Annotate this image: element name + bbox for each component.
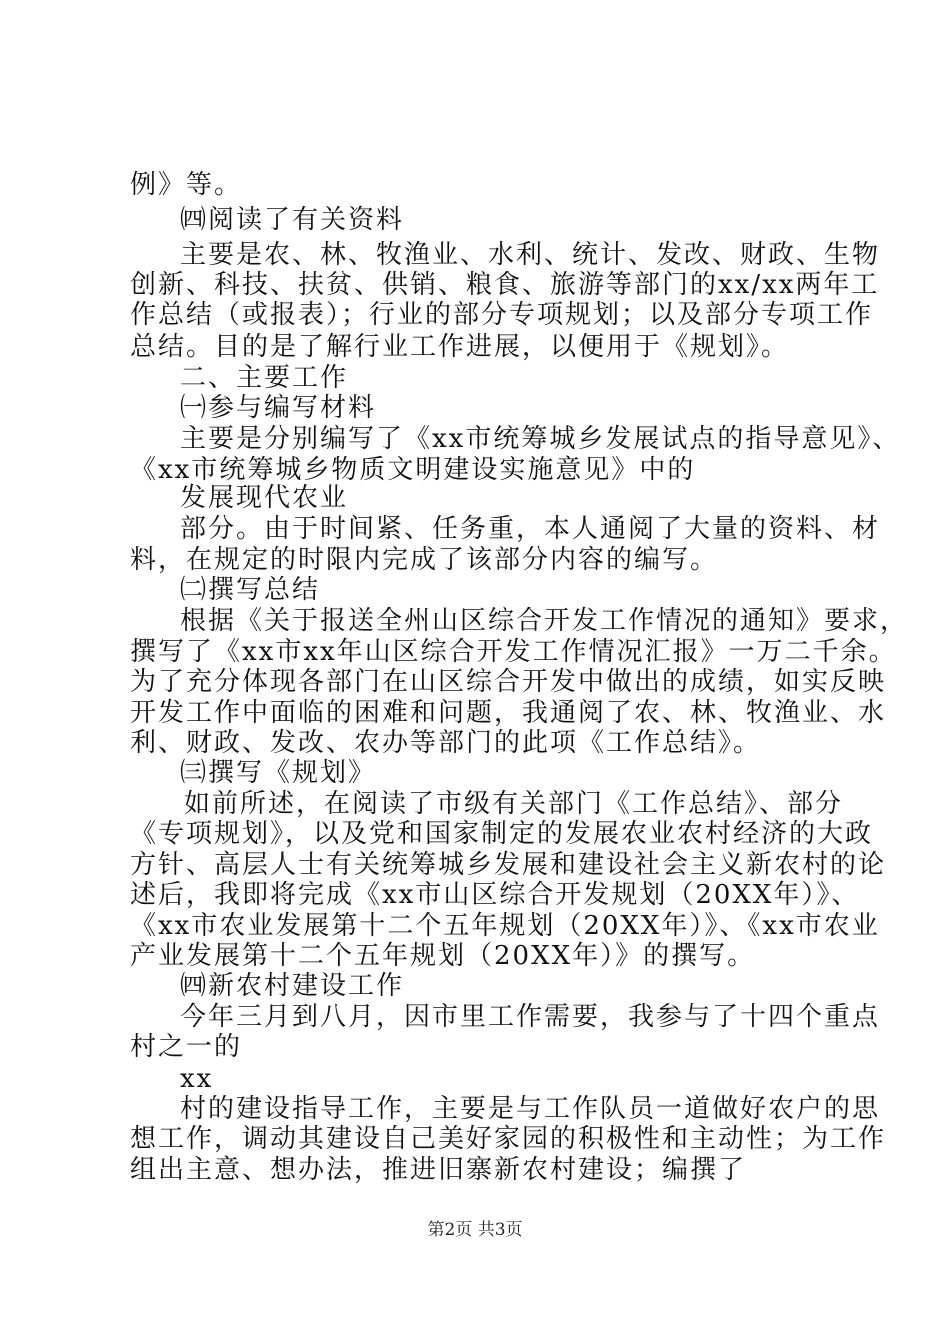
text-line: 《xx市农业发展第十二个五年规划（20XX年）》、《xx市农业 [130, 911, 880, 941]
text-line: 村之一的 [130, 1032, 243, 1062]
text-line: 《专项规划》，以及党和国家制定的发展农业农村经济的大政 [130, 819, 874, 849]
text-line: 组出主意、想办法，推进旧寨新农村建设；编撰了 [130, 1155, 747, 1185]
page-number: 第2页 共3页 [427, 1220, 523, 1240]
text-line: 如前所述，在阅读了市级有关部门《工作总结》、部分 [184, 789, 844, 819]
text-line: 创新、科技、扶贫、供销、粮食、旅游等部门的xx/xx两年工 [130, 270, 880, 300]
text-line: 今年三月到八月，因市里工作需要，我参与了十四个重点 [180, 1002, 881, 1032]
text-line: 《xx市统筹城乡物质文明建设实施意见》中的 [130, 455, 696, 485]
text-line: 述后，我即将完成《xx市山区综合开发规划（20XX年）》、 [130, 880, 860, 910]
section-heading: ㈢撰写《规划》 [180, 758, 377, 788]
text-line: 料，在规定的时限内完成了该部分内容的编写。 [130, 545, 719, 575]
section-heading: ㈠参与编写材料 [180, 393, 377, 423]
text-line: 为了充分体现各部门在山区综合开发中做出的成绩，如实反映 [130, 667, 887, 697]
section-heading: ㈣阅读了有关资料 [180, 205, 405, 235]
text-line: 根据《关于报送全州山区综合开发工作情况的通知》要求， [180, 606, 909, 636]
text-line: 总结。目的是了解行业工作进展，以便用于《规划》。 [130, 332, 790, 362]
text-line: 村的建设指导工作，主要是与工作队员一道做好农户的思 [180, 1094, 881, 1124]
text-line: 开发工作中面临的困难和问题，我通阅了农、林、牧渔业、水 [130, 698, 887, 728]
section-heading: ㈣新农村建设工作 [180, 971, 405, 1001]
section-heading: ㈡撰写总结 [180, 575, 321, 605]
text-line: 作总结（或报表）；行业的部分专项规划；以及部分专项工作 [130, 300, 874, 330]
text-line: 部分。由于时间紧、任务重，本人通阅了大量的资料、材 [180, 514, 881, 544]
text-line: 主要是分别编写了《xx市统筹城乡发展试点的指导意见》、 [180, 424, 901, 454]
text-line: 撰写了《xx市xx年山区综合开发工作情况汇报》一万二千余。 [130, 637, 897, 667]
text-line: 利、财政、发改、农办等部门的此项《工作总结》。 [130, 728, 762, 758]
text-line: 想工作，调动其建设自己美好家园的积极性和主动性；为工作 [130, 1124, 887, 1154]
text-line: 例》等。 [130, 170, 243, 200]
text-line: 发展现代农业 [180, 483, 349, 513]
text-line: 产业发展第十二个五年规划（20XX年）》的撰写。 [130, 941, 756, 971]
text-line: 方针、高层人士有关统筹城乡发展和建设社会主义新农村的论 [130, 850, 887, 880]
text-line: xx [180, 1064, 214, 1094]
section-heading: 二、主要工作 [180, 363, 349, 393]
text-line: 主要是农、林、牧渔业、水利、统计、发改、财政、生物 [180, 240, 881, 270]
